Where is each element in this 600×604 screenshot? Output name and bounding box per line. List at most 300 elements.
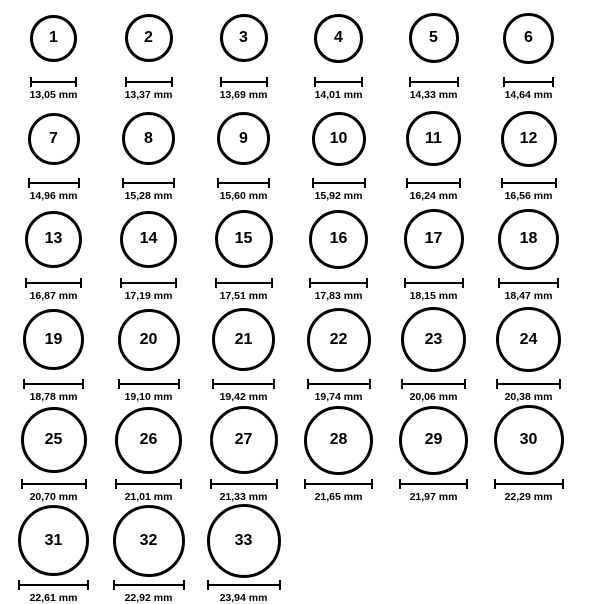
measure-line	[122, 182, 175, 184]
ring-circle	[309, 210, 368, 269]
measure-tick-right	[464, 379, 466, 389]
ring-size-label: 25	[44, 431, 63, 448]
measure-tick-left	[307, 379, 309, 389]
diameter-measure-bar	[503, 77, 554, 86]
measure-tick-left	[496, 379, 498, 389]
ring-circle-wrap	[314, 0, 363, 76]
ring-size-cell	[481, 201, 576, 302]
diameter-measure-bar	[113, 580, 185, 589]
ring-size-label: 15	[234, 230, 253, 247]
ring-size-row	[0, 302, 600, 403]
ring-circle-wrap	[312, 101, 366, 177]
ring-circle-wrap	[125, 0, 173, 76]
ring-size-cell	[6, 201, 101, 302]
diameter-measure-bar	[406, 178, 461, 187]
measure-tick-right	[459, 178, 461, 188]
measure-tick-right	[276, 479, 278, 489]
ring-size-label: 26	[139, 431, 158, 448]
measure-tick-right	[273, 379, 275, 389]
measure-tick-right	[271, 278, 273, 288]
diameter-measure-bar	[496, 379, 561, 388]
ring-circle	[401, 307, 466, 372]
measure-tick-right	[559, 379, 561, 389]
ring-circle-wrap	[399, 402, 468, 478]
ring-size-cell	[481, 101, 576, 202]
measure-tick-left	[207, 580, 209, 590]
diameter-measure-bar	[312, 178, 366, 187]
diameter-value-label: 21,01 mm	[124, 491, 173, 503]
ring-size-label: 29	[424, 431, 443, 448]
diameter-value-label: 19,74 mm	[314, 390, 363, 403]
measure-tick-left	[314, 77, 316, 87]
measure-tick-right	[557, 278, 559, 288]
measure-line	[217, 182, 270, 184]
ring-circle	[503, 13, 554, 64]
measure-line	[215, 282, 273, 284]
measure-tick-left	[409, 77, 411, 87]
ring-circle-wrap	[23, 302, 84, 378]
diameter-measure-bar	[494, 479, 564, 488]
diameter-measure-bar	[309, 278, 368, 287]
ring-circle-wrap	[409, 0, 459, 76]
diameter-measure-bar	[118, 379, 180, 388]
measure-tick-left	[404, 278, 406, 288]
ring-size-cell	[6, 101, 101, 202]
measure-tick-left	[18, 580, 20, 590]
ring-size-label: 7	[49, 129, 58, 147]
ring-size-cell	[101, 402, 196, 503]
ring-size-label: 4	[334, 29, 343, 46]
ring-circle-wrap	[215, 201, 273, 277]
diameter-measure-bar	[30, 77, 77, 86]
measure-tick-left	[118, 379, 120, 389]
measure-tick-left	[494, 479, 496, 489]
measure-line	[210, 483, 278, 485]
ring-size-label: 14	[139, 230, 158, 247]
diameter-measure-bar	[28, 178, 80, 187]
ring-circle	[494, 405, 564, 475]
ring-circle-wrap	[28, 101, 80, 177]
diameter-value-label: 17,19 mm	[124, 290, 173, 302]
measure-line	[113, 584, 185, 586]
diameter-measure-bar	[401, 379, 466, 388]
ring-size-cell	[6, 0, 101, 101]
measure-line	[212, 383, 275, 385]
ring-size-cell	[196, 402, 291, 503]
measure-tick-left	[212, 379, 214, 389]
diameter-value-label: 14,01 mm	[314, 89, 363, 101]
ring-circle-wrap	[498, 201, 559, 277]
measure-line	[498, 282, 559, 284]
ring-size-label: 18	[519, 230, 538, 247]
measure-tick-right	[75, 77, 77, 87]
ring-circle	[496, 307, 561, 372]
measure-line	[118, 383, 180, 385]
ring-size-cell	[291, 101, 386, 202]
ring-circle	[312, 112, 366, 166]
ring-size-cell	[196, 201, 291, 302]
diameter-value-label: 18,78 mm	[29, 390, 78, 403]
ring-size-row	[0, 402, 600, 503]
ring-circle	[18, 505, 89, 576]
diameter-value-label: 22,29 mm	[504, 491, 553, 503]
measure-tick-right	[87, 580, 89, 590]
measure-tick-right	[178, 379, 180, 389]
diameter-measure-bar	[125, 77, 173, 86]
ring-circle-wrap	[18, 503, 89, 579]
diameter-value-label: 18,15 mm	[409, 290, 458, 302]
measure-tick-right	[85, 479, 87, 489]
ring-circle	[21, 407, 87, 473]
ring-circle-wrap	[120, 201, 177, 277]
ring-circle-wrap	[122, 101, 175, 177]
ring-size-cell	[101, 0, 196, 101]
measure-tick-right	[183, 580, 185, 590]
ring-size-label: 3	[239, 29, 248, 46]
ring-size-label: 10	[329, 129, 348, 147]
ring-circle	[406, 111, 461, 166]
diameter-value-label: 15,28 mm	[124, 189, 173, 202]
diameter-value-label: 22,92 mm	[124, 591, 173, 604]
ring-size-label: 8	[144, 129, 153, 147]
diameter-value-label: 19,42 mm	[219, 390, 268, 403]
ring-circle-wrap	[207, 503, 281, 579]
measure-tick-right	[366, 278, 368, 288]
measure-tick-left	[28, 178, 30, 188]
diameter-value-label: 13,05 mm	[29, 89, 78, 101]
diameter-value-label: 15,60 mm	[219, 189, 268, 202]
ring-circle-wrap	[404, 201, 464, 277]
measure-tick-left	[23, 379, 25, 389]
diameter-value-label: 21,97 mm	[409, 491, 458, 503]
measure-tick-left	[503, 77, 505, 87]
measure-tick-right	[466, 479, 468, 489]
ring-circle	[115, 407, 182, 474]
measure-tick-right	[171, 77, 173, 87]
measure-line	[409, 81, 459, 83]
ring-size-row	[0, 0, 600, 101]
measure-line	[406, 182, 461, 184]
ring-circle-wrap	[309, 201, 368, 277]
ring-size-cell	[196, 503, 291, 604]
measure-tick-right	[78, 178, 80, 188]
measure-line	[18, 584, 89, 586]
ring-circle	[120, 211, 177, 268]
measure-tick-right	[268, 178, 270, 188]
diameter-measure-bar	[404, 278, 464, 287]
ring-circle-wrap	[501, 101, 557, 177]
ring-circle-wrap	[113, 503, 185, 579]
diameter-value-label: 21,65 mm	[314, 491, 363, 503]
ring-size-label: 12	[519, 129, 538, 147]
diameter-value-label: 15,92 mm	[314, 189, 363, 202]
ring-circle	[207, 504, 281, 578]
diameter-measure-bar	[115, 479, 182, 488]
measure-tick-left	[120, 278, 122, 288]
diameter-measure-bar	[498, 278, 559, 287]
ring-size-label: 1	[49, 29, 58, 46]
measure-tick-left	[309, 278, 311, 288]
ring-size-label: 16	[329, 230, 348, 247]
ring-size-cell	[291, 201, 386, 302]
measure-line	[404, 282, 464, 284]
measure-tick-left	[25, 278, 27, 288]
ring-size-cell	[6, 302, 101, 403]
diameter-value-label: 13,37 mm	[124, 89, 173, 101]
diameter-measure-bar	[409, 77, 459, 86]
diameter-measure-bar	[307, 379, 371, 388]
measure-tick-left	[399, 479, 401, 489]
ring-circle	[498, 209, 559, 270]
ring-size-label: 20	[139, 330, 158, 348]
ring-circle-wrap	[30, 0, 77, 76]
ring-size-label: 5	[429, 29, 438, 46]
ring-size-cell	[481, 0, 576, 101]
measure-tick-left	[115, 479, 117, 489]
ring-size-label: 30	[519, 431, 538, 448]
diameter-value-label: 16,24 mm	[409, 189, 458, 202]
diameter-value-label: 14,64 mm	[504, 89, 553, 101]
ring-circle	[210, 406, 278, 474]
measure-line	[28, 182, 80, 184]
ring-size-cell	[481, 402, 576, 503]
measure-tick-left	[220, 77, 222, 87]
measure-tick-right	[173, 178, 175, 188]
ring-size-cell	[101, 302, 196, 403]
ring-size-row	[0, 101, 600, 202]
ring-size-row	[0, 201, 600, 302]
ring-size-cell	[101, 201, 196, 302]
ring-size-cell	[196, 302, 291, 403]
diameter-value-label: 18,47 mm	[504, 290, 553, 302]
measure-tick-left	[21, 479, 23, 489]
ring-circle-wrap	[115, 402, 182, 478]
ring-size-label: 24	[519, 330, 538, 348]
ring-circle	[30, 15, 77, 62]
diameter-measure-bar	[207, 580, 281, 589]
ring-circle	[220, 14, 268, 62]
measure-line	[125, 81, 173, 83]
measure-line	[494, 483, 564, 485]
ring-circle	[212, 308, 275, 371]
ring-size-cell	[291, 402, 386, 503]
measure-tick-right	[555, 178, 557, 188]
ring-circle	[122, 112, 175, 165]
ring-size-cell	[196, 0, 291, 101]
diameter-measure-bar	[399, 479, 468, 488]
measure-tick-left	[210, 479, 212, 489]
measure-line	[207, 584, 281, 586]
ring-circle-wrap	[406, 101, 461, 177]
measure-tick-left	[125, 77, 127, 87]
measure-tick-right	[552, 77, 554, 87]
ring-circle	[113, 505, 185, 577]
ring-size-cell	[101, 101, 196, 202]
measure-line	[312, 182, 366, 184]
diameter-measure-bar	[501, 178, 557, 187]
measure-line	[309, 282, 368, 284]
ring-size-cell	[291, 0, 386, 101]
ring-size-label: 23	[424, 330, 443, 348]
ring-size-row	[0, 503, 600, 604]
measure-tick-right	[180, 479, 182, 489]
ring-circle	[304, 406, 373, 475]
ring-size-label: 22	[329, 330, 348, 348]
measure-line	[496, 383, 561, 385]
diameter-value-label: 16,56 mm	[504, 189, 553, 202]
ring-circle-wrap	[118, 302, 180, 378]
ring-size-cell	[386, 101, 481, 202]
measure-tick-left	[406, 178, 408, 188]
measure-line	[25, 282, 82, 284]
ring-size-cell	[386, 201, 481, 302]
measure-tick-right	[562, 479, 564, 489]
measure-line	[120, 282, 177, 284]
measure-line	[401, 383, 466, 385]
diameter-measure-bar	[120, 278, 177, 287]
measure-tick-right	[266, 77, 268, 87]
ring-size-cell	[481, 302, 576, 403]
ring-circle	[28, 113, 80, 165]
ring-circle	[118, 309, 180, 371]
measure-tick-left	[122, 178, 124, 188]
measure-tick-left	[498, 278, 500, 288]
ring-size-label: 2	[144, 29, 153, 46]
ring-circle	[25, 211, 82, 268]
diameter-measure-bar	[122, 178, 175, 187]
measure-tick-right	[369, 379, 371, 389]
measure-tick-left	[501, 178, 503, 188]
diameter-value-label: 20,70 mm	[29, 491, 78, 503]
measure-tick-left	[312, 178, 314, 188]
ring-size-label: 27	[234, 431, 253, 448]
diameter-value-label: 20,38 mm	[504, 390, 553, 403]
measure-tick-left	[401, 379, 403, 389]
diameter-value-label: 17,83 mm	[314, 290, 363, 302]
measure-line	[501, 182, 557, 184]
ring-size-cell	[6, 503, 101, 604]
ring-size-label: 33	[234, 531, 253, 549]
measure-tick-right	[279, 580, 281, 590]
ring-size-label: 19	[44, 330, 63, 348]
ring-circle	[125, 14, 173, 62]
ring-size-label: 9	[239, 129, 248, 147]
diameter-measure-bar	[18, 580, 89, 589]
diameter-measure-bar	[25, 278, 82, 287]
measure-tick-right	[371, 479, 373, 489]
diameter-measure-bar	[210, 479, 278, 488]
ring-circle	[314, 14, 363, 63]
ring-size-label: 28	[329, 431, 348, 448]
ring-circle	[404, 209, 464, 269]
diameter-value-label: 21,33 mm	[219, 491, 268, 503]
measure-tick-left	[217, 178, 219, 188]
ring-circle-wrap	[21, 402, 87, 478]
ring-circle-wrap	[307, 302, 371, 378]
diameter-value-label: 20,06 mm	[409, 390, 458, 403]
measure-tick-right	[457, 77, 459, 87]
measure-tick-left	[113, 580, 115, 590]
ring-size-label: 13	[44, 230, 63, 247]
ring-circle-wrap	[217, 101, 270, 177]
measure-line	[220, 81, 268, 83]
ring-circle-wrap	[496, 302, 561, 378]
ring-size-cell	[386, 402, 481, 503]
ring-circle	[501, 111, 557, 167]
ring-size-label: 32	[139, 531, 158, 549]
diameter-measure-bar	[304, 479, 373, 488]
measure-tick-left	[215, 278, 217, 288]
diameter-value-label: 23,94 mm	[219, 591, 268, 604]
diameter-measure-bar	[215, 278, 273, 287]
ring-size-label: 17	[424, 230, 443, 247]
ring-size-cell	[196, 101, 291, 202]
ring-circle	[217, 112, 270, 165]
diameter-value-label: 17,51 mm	[219, 290, 268, 302]
measure-line	[21, 483, 87, 485]
ring-circle-wrap	[304, 402, 373, 478]
diameter-measure-bar	[21, 479, 87, 488]
ring-circle-wrap	[503, 0, 554, 76]
ring-circle-wrap	[494, 402, 564, 478]
ring-circle	[307, 308, 371, 372]
measure-line	[23, 383, 84, 385]
diameter-measure-bar	[217, 178, 270, 187]
ring-size-label: 6	[524, 29, 533, 46]
measure-tick-right	[361, 77, 363, 87]
diameter-measure-bar	[220, 77, 268, 86]
measure-tick-left	[30, 77, 32, 87]
ring-size-cell	[386, 0, 481, 101]
measure-tick-right	[364, 178, 366, 188]
diameter-value-label: 14,33 mm	[409, 89, 458, 101]
measure-line	[307, 383, 371, 385]
measure-tick-right	[82, 379, 84, 389]
measure-line	[304, 483, 373, 485]
measure-tick-right	[175, 278, 177, 288]
ring-circle-wrap	[401, 302, 466, 378]
measure-tick-right	[80, 278, 82, 288]
diameter-value-label: 14,96 mm	[29, 189, 78, 202]
diameter-value-label: 19,10 mm	[124, 390, 173, 403]
ring-circle-wrap	[212, 302, 275, 378]
diameter-measure-bar	[23, 379, 84, 388]
measure-line	[503, 81, 554, 83]
measure-line	[115, 483, 182, 485]
measure-line	[314, 81, 363, 83]
measure-tick-left	[304, 479, 306, 489]
ring-circle	[23, 309, 84, 370]
diameter-measure-bar	[212, 379, 275, 388]
ring-size-cell	[6, 402, 101, 503]
diameter-measure-bar	[314, 77, 363, 86]
ring-circle	[215, 210, 273, 268]
measure-tick-right	[462, 278, 464, 288]
ring-circle-wrap	[25, 201, 82, 277]
diameter-value-label: 22,61 mm	[29, 591, 78, 604]
ring-size-label: 21	[234, 330, 253, 348]
ring-size-cell	[291, 302, 386, 403]
diameter-value-label: 16,87 mm	[29, 290, 78, 302]
ring-circle	[409, 13, 459, 63]
ring-circle-wrap	[210, 402, 278, 478]
ring-circle	[399, 406, 468, 475]
ring-circle-wrap	[220, 0, 268, 76]
ring-size-cell	[386, 302, 481, 403]
ring-size-label: 11	[425, 129, 442, 147]
ring-size-label: 31	[44, 531, 63, 549]
measure-line	[399, 483, 468, 485]
